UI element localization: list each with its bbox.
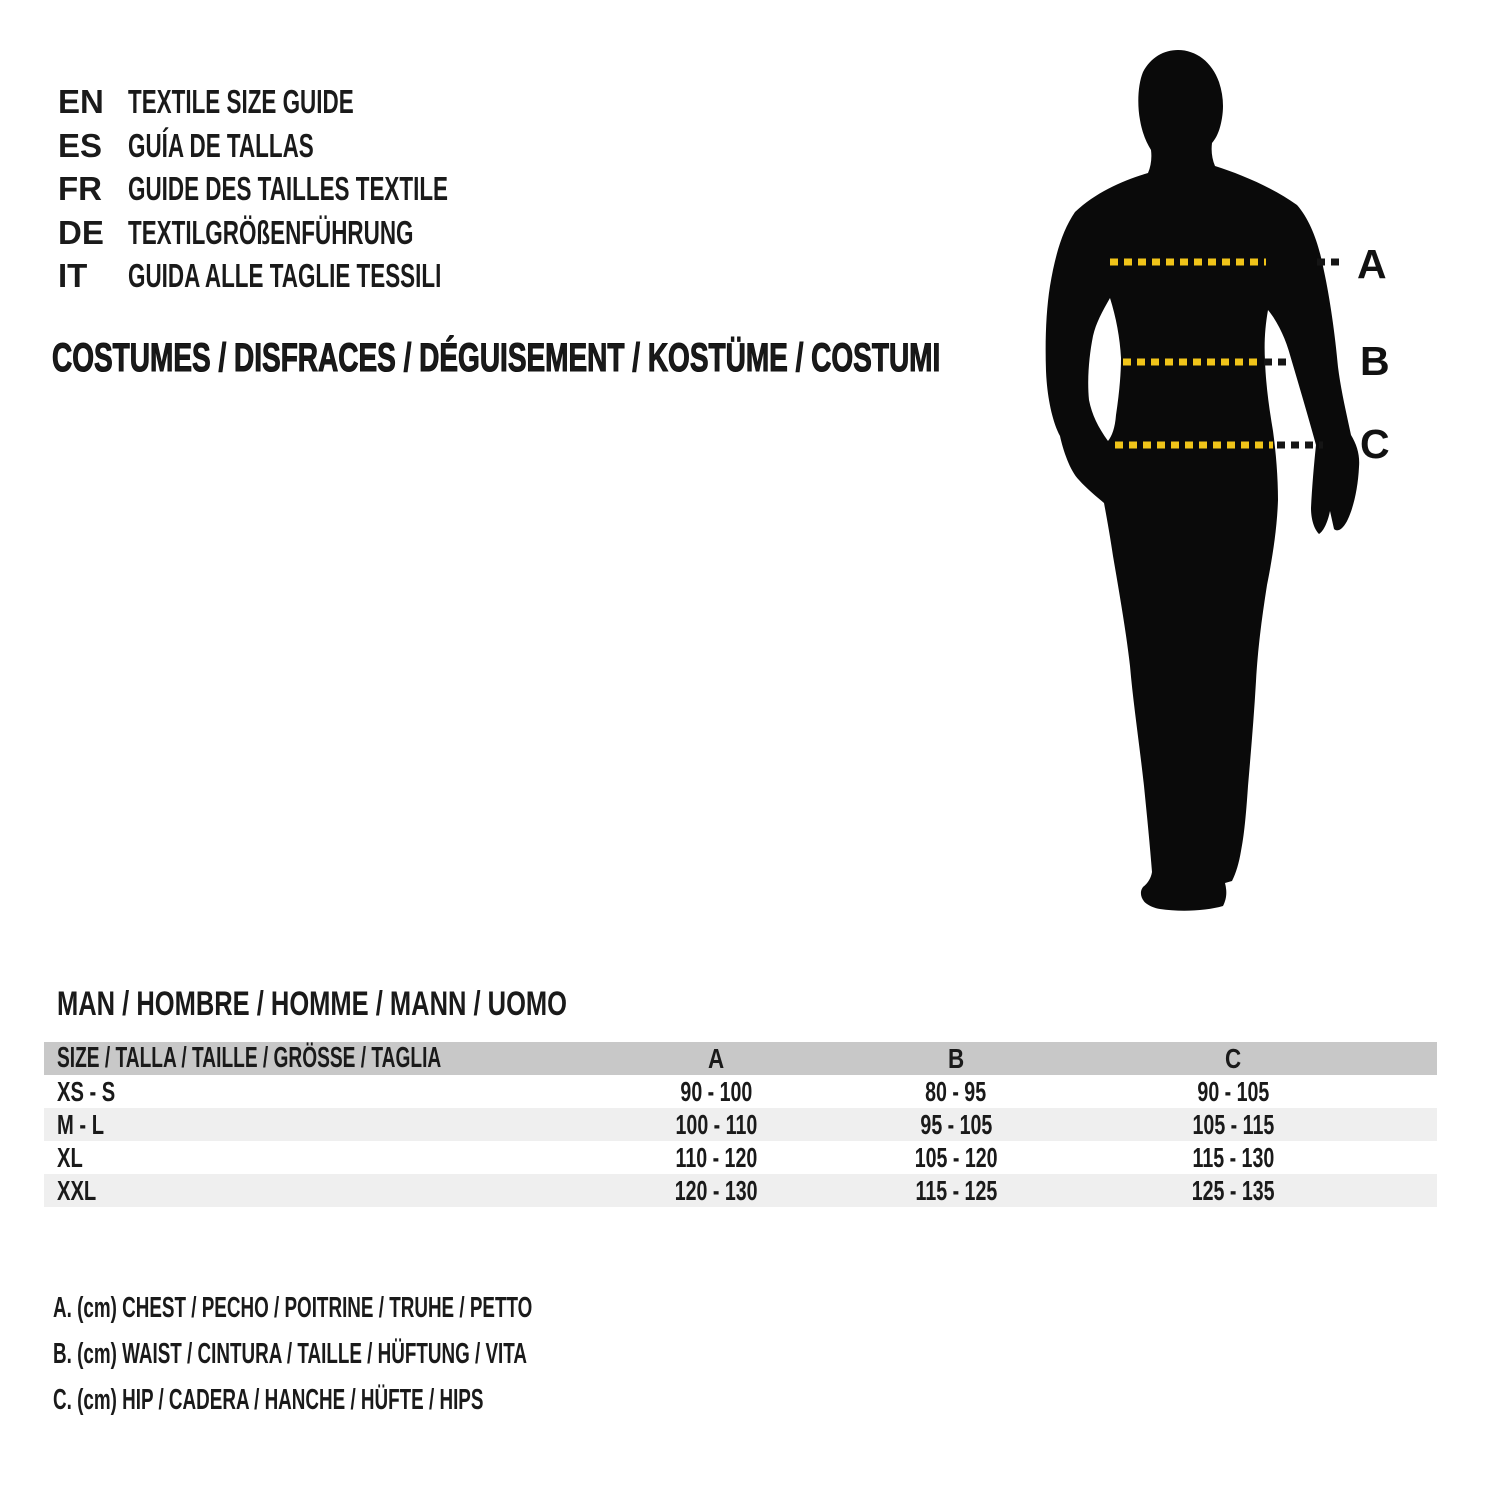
note-chest: A. (cm) CHEST / PECHO / POITRINE / TRUHE / PETTO (53, 1292, 533, 1324)
note-waist: B. (cm) WAIST / CINTURA / TAILLE / HÜFTUNG / VITA (53, 1338, 528, 1370)
language-label: TEXTILE SIZE GUIDE (128, 83, 354, 120)
size-row-xxl (44, 1174, 1437, 1207)
category-title-text: COSTUMES / DISFRACES / DÉGUISEMENT / KOSTÜME / COSTUMI (52, 336, 941, 380)
value-cell-a: 120 - 130 (674, 1174, 758, 1206)
measurement-notes (53, 1285, 790, 1423)
language-code: DE (58, 213, 104, 251)
col-a-header: A (707, 1042, 725, 1074)
language-row (58, 167, 599, 211)
value-cell-c: 115 - 130 (1192, 1141, 1274, 1173)
language-label: GUIDE DES TAILLES TEXTILE (128, 170, 449, 207)
measurement-label-b: B (1360, 338, 1390, 384)
language-label: GUÍA DE TALLAS (128, 126, 314, 164)
table-title (57, 984, 737, 1024)
value-cell-c: 90 - 105 (1197, 1075, 1269, 1107)
value-cell-b: 105 - 120 (914, 1141, 998, 1173)
table-title-text: MAN / HOMBRE / HOMME / MANN / UOMO (57, 985, 567, 1023)
language-label: GUIDA ALLE TAGLIE TESSILI (128, 257, 442, 294)
language-list (58, 80, 599, 298)
note-hip: C. (cm) HIP / CADERA / HANCHE / HÜFTE / HIPS (53, 1384, 484, 1416)
value-cell-c: 105 - 115 (1192, 1108, 1274, 1140)
size-column-header: SIZE / TALLA / TAILLE / GRÖSSE / TAGLIA (57, 1042, 442, 1074)
size-cell: XL (57, 1141, 83, 1173)
size-cell: XXL (57, 1174, 97, 1206)
value-cell-b: 95 - 105 (920, 1108, 992, 1140)
value-cell-a: 110 - 120 (675, 1141, 757, 1173)
size-table-header-row (44, 1042, 1437, 1075)
size-row-xl (44, 1141, 1437, 1174)
language-row (58, 254, 599, 298)
language-label: TEXTILGRÖßENFÜHRUNG (128, 213, 414, 251)
language-code: FR (58, 170, 102, 207)
size-cell: XS - S (57, 1075, 116, 1107)
language-row (58, 80, 599, 124)
man-silhouette (1046, 50, 1360, 911)
col-c-header: C (1224, 1042, 1242, 1074)
size-row-m-l (44, 1108, 1437, 1141)
size-table (44, 1042, 1437, 1207)
measurement-label-c: C (1360, 421, 1390, 467)
language-row (58, 124, 599, 168)
man-silhouette-figure (1020, 40, 1480, 960)
language-code: IT (58, 257, 88, 294)
language-code: ES (58, 126, 103, 164)
value-cell-a: 100 - 110 (675, 1108, 757, 1140)
language-code: EN (58, 83, 104, 120)
value-cell-c: 125 - 135 (1191, 1174, 1275, 1206)
size-row-xs-s (44, 1075, 1437, 1108)
language-row (58, 211, 599, 255)
measurement-label-a: A (1357, 241, 1387, 287)
value-cell-b: 115 - 125 (915, 1174, 997, 1206)
value-cell-b: 80 - 95 (925, 1075, 987, 1107)
col-b-header: B (947, 1042, 965, 1074)
value-cell-a: 90 - 100 (680, 1075, 752, 1107)
size-cell: M - L (57, 1108, 105, 1140)
